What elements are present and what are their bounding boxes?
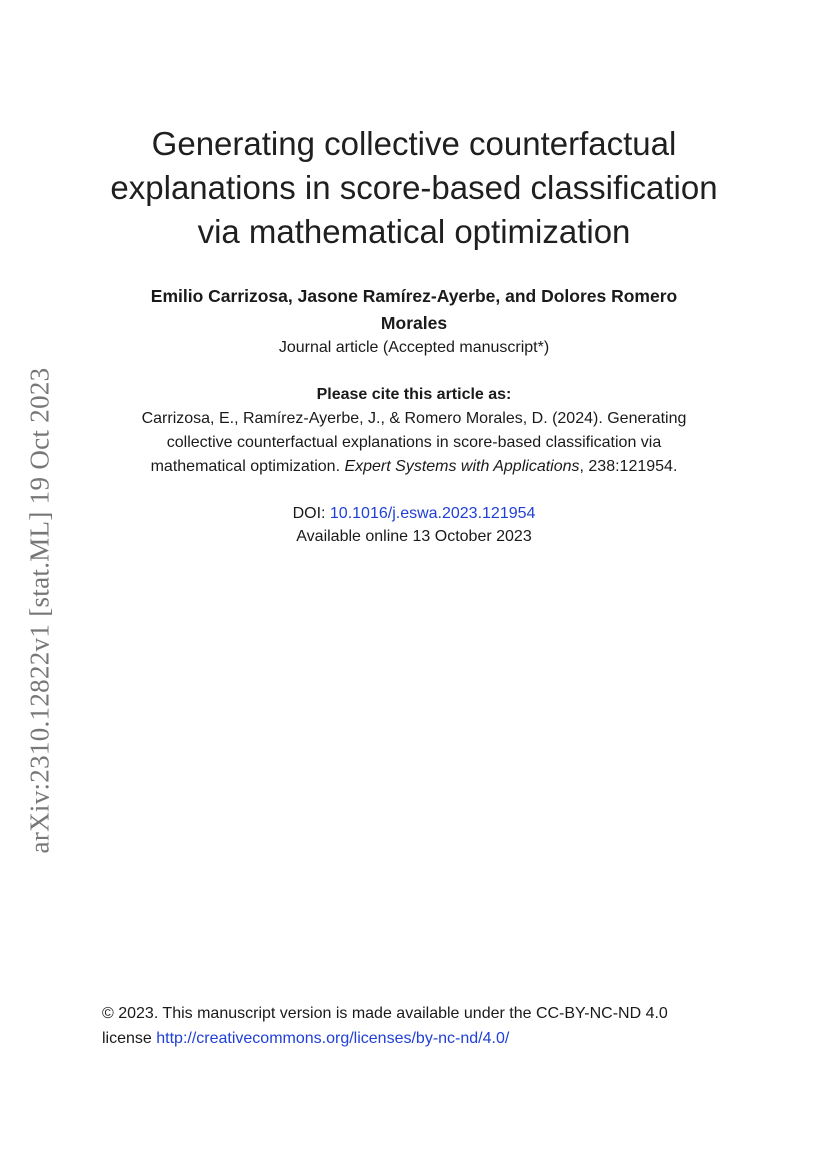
license-link[interactable]: http://creativecommons.org/licenses/by-nc-nd/4.0/ bbox=[156, 1030, 510, 1047]
authors-line-2: Morales bbox=[380, 313, 448, 333]
available-online: Available online 13 October 2023 bbox=[296, 528, 532, 545]
citation-line-3-prefix: mathematical optimization. bbox=[150, 458, 345, 475]
citation-line-3-suffix: , 238:121954. bbox=[579, 458, 678, 475]
doi-line bbox=[0, 503, 828, 525]
license-line-1: © 2023. This manuscript version is made available under the CC-BY-NC-ND 4.0 bbox=[102, 1005, 668, 1022]
citation-heading: Please cite this article as: bbox=[316, 386, 512, 403]
license-notice bbox=[102, 1001, 782, 1051]
author-list bbox=[0, 283, 828, 337]
citation-line-3 bbox=[0, 455, 828, 479]
citation-text bbox=[0, 407, 828, 479]
license-line-2-prefix: license bbox=[102, 1030, 157, 1047]
citation-line-1: Carrizosa, E., Ramírez-Ayerbe, J., & Romero Morales, D. (2024). Generating bbox=[141, 410, 687, 427]
paper-title bbox=[0, 122, 828, 254]
license-line-2 bbox=[102, 1026, 782, 1051]
authors-line-1: Emilio Carrizosa, Jasone Ramírez-Ayerbe, and Dolores Romero bbox=[150, 286, 678, 306]
doi-link[interactable]: 10.1016/j.eswa.2023.121954 bbox=[329, 505, 536, 522]
doi-label: DOI: bbox=[292, 505, 330, 522]
title-line-1: Generating collective counterfactual bbox=[151, 125, 677, 162]
title-line-2: explanations in score-based classification bbox=[110, 169, 718, 206]
journal-name: Expert Systems with Applications bbox=[344, 458, 580, 475]
arxiv-identifier: arXiv:2310.12822v1 [stat.ML] 19 Oct 2023 bbox=[24, 367, 55, 854]
citation-line-2: collective counterfactual explanations in score-based classification via bbox=[166, 434, 662, 451]
article-type: Journal article (Accepted manuscript*) bbox=[278, 339, 550, 356]
title-line-3: via mathematical optimization bbox=[197, 213, 631, 250]
